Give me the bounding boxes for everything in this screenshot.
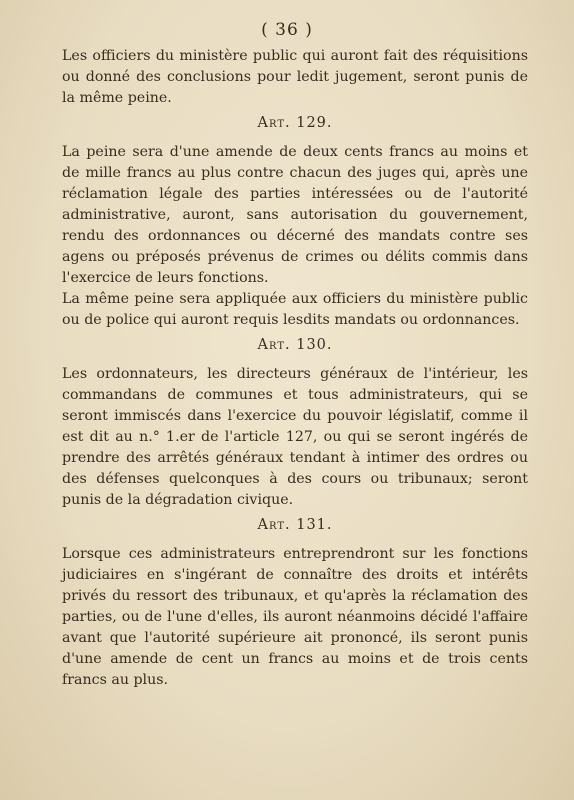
document-body	[62, 46, 528, 691]
paragraph-meme-peine: La même peine sera appliquée aux officiers du ministère public ou de police qui auront requis lesdits mandats ou ordonnances.	[62, 291, 528, 328]
article-heading-130: Art. 130.	[257, 337, 333, 353]
paragraph-ordonnateurs: Les ordonnateurs, les directeurs généraux de l'intérieur, les commandans de communes et tous administrateurs, qui se seront immiscés dans l'exercice du pouvoir législatif, comme il est dit au n.° 1.er de l'article 127, ou qui se seront ingérés de prendre des arrêtés généraux tendant à intimer des ordres ou des défenses quelconques à des cours ou tribunaux; seront punis de la dégradation civique.	[62, 366, 528, 508]
paragraph-administrateurs: Lorsque ces administrateurs entreprendront sur les fonctions judiciaires en s'ingérant de connaître des droits et intérêts privés du ressort des tribunaux, et qu'après la réclamation des parties, ou de l'une d'elles, ils auront néanmoins décidé l'affaire avant que l'autorité supérieure ait prononcé, ils seront punis d'une amende de cent un francs au moins et de trois cents francs au plus.	[62, 546, 528, 688]
page-number: ( 36 )	[261, 20, 313, 40]
paragraph-officiers: Les officiers du ministère public qui auront fait des réquisitions ou donné des conclusions pour ledit jugement, seront punis de la même peine.	[62, 48, 528, 106]
article-heading-129: Art. 129.	[257, 115, 333, 131]
article-heading-131: Art. 131.	[257, 517, 333, 533]
paragraph-peine-amende: La peine sera d'une amende de deux cents francs au moins et de mille francs au plus contre chacun des juges qui, après une réclamation légale des parties intéressées ou de l'autorité administrative, auront, sans autorisation du gouvernement, rendu des ordonnances ou décerné des mandats contre ses agens ou préposés prévenus de crimes ou délits commis dans l'exercice de leurs fonctions.	[62, 144, 528, 286]
